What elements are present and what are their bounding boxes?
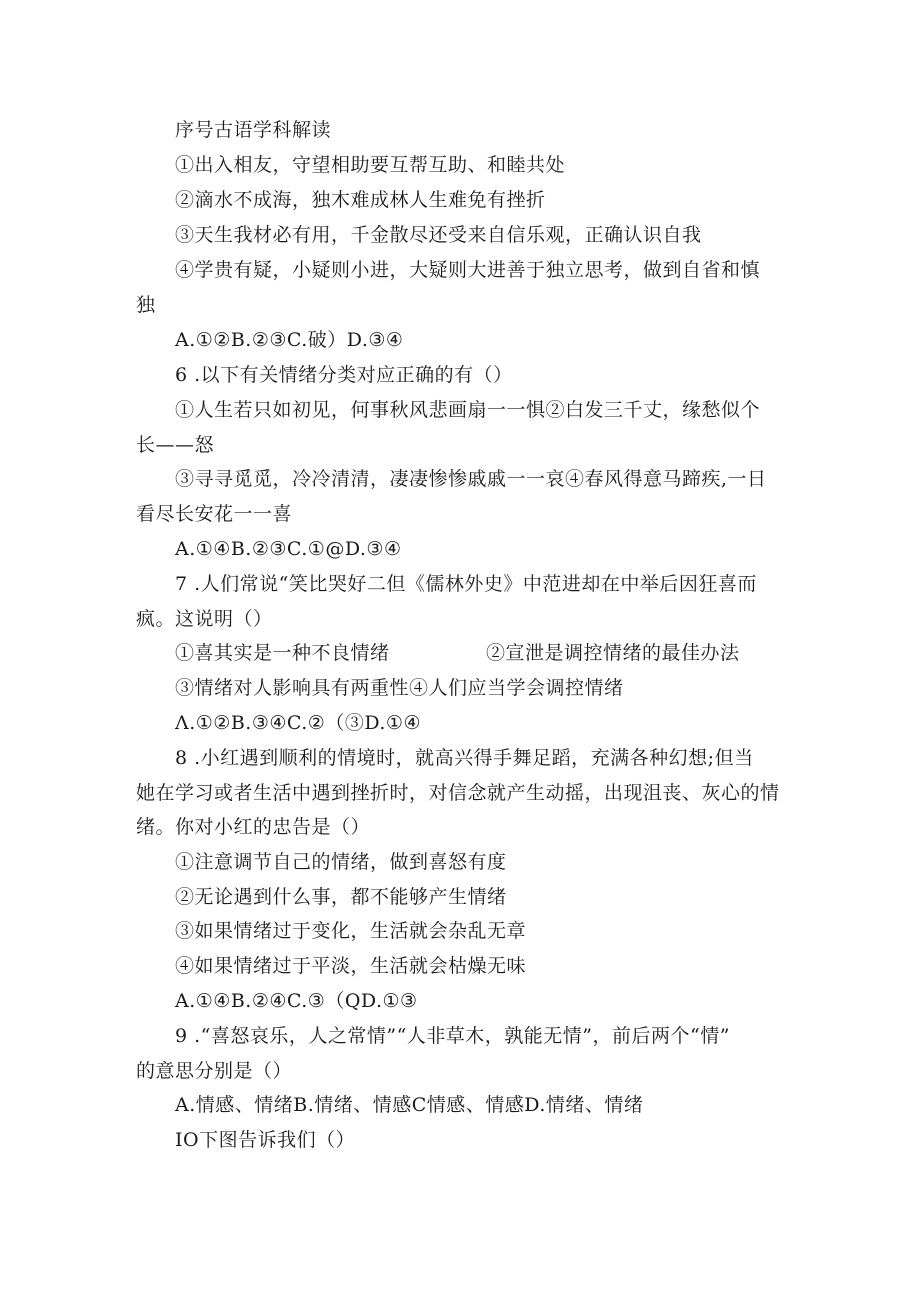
- q5-row-4: ④学贵有疑，小疑则小进，大疑则大进善于独立思考，做到自省和慎: [175, 259, 761, 281]
- q6-line-1-cont: 长——怒: [136, 434, 215, 456]
- q7-opt-1: ①喜其实是一种不良情绪: [175, 642, 390, 664]
- q6-line-2-cont: 看尽长安花一一喜: [136, 503, 293, 525]
- table-header: 序号古语学科解读: [175, 119, 332, 141]
- q5-options: A.①②B.②③C.破）D.③④: [175, 329, 404, 351]
- q8-options: A.①④B.②④C.③（QD.①③: [175, 990, 418, 1012]
- q8-row-1: ①注意调节自己的情绪，做到喜怒有度: [175, 851, 507, 873]
- q8-row-4: ④如果情绪过于平淡，生活就会枯燥无味: [175, 955, 527, 977]
- q9-options: A.情感、情绪B.情绪、情感C情感、情感D.情绪、情绪: [175, 1094, 644, 1116]
- q8-stem-cont-1: 她在学习或者生活中遇到挫折时，对信念就产生动摇，出现沮丧、灰心的情: [136, 782, 780, 804]
- q5-row-3: ③天生我材必有用，千金散尽还受来自信乐观，正确认识自我: [175, 224, 702, 246]
- q10-stem: IO下图告诉我们（）: [175, 1129, 356, 1151]
- q8-row-3: ③如果情绪过于变化，生活就会杂乱无章: [175, 920, 527, 942]
- q7-stem: 7 .人们常说“笑比哭好二但《儒林外史》中范进却在中举后因狂喜而: [175, 573, 757, 595]
- q6-stem: 6 .以下有关情绪分类对应正确的有（）: [175, 364, 513, 386]
- q9-stem-cont: 的意思分别是（）: [136, 1060, 293, 1082]
- q6-line-1: ①人生若只如初见，何事秋风悲画扇一一惧②白发三千丈，缘愁似个: [175, 399, 761, 421]
- q8-stem: 8 .小红遇到顺利的情境时，就高兴得手舞足蹈，充满各种幻想;但当: [175, 747, 754, 769]
- q6-options: A.①④B.②③C.①@D.③④: [175, 538, 402, 560]
- q8-stem-cont-2: 绪。你对小红的忠告是（）: [136, 816, 371, 838]
- q6-line-2: ③寻寻觅觅，冷冷清清，凄凄惨惨戚戚一一哀④春风得意马蹄疾,一日: [175, 468, 767, 490]
- q7-stem-cont: 疯。这说明（）: [136, 608, 273, 630]
- q5-row-2: ②滴水不成海，独木难成林人生难免有挫折: [175, 189, 546, 211]
- q5-row-1: ①出入相友，守望相助要互帮互助、和睦共处: [175, 154, 566, 176]
- q5-row-4-cont: 独: [136, 294, 156, 316]
- q7-options: Λ.①②B.③④C.②（③D.①④: [175, 712, 421, 734]
- q7-opt-3: ③情绪对人影响具有两重性④人们应当学会调控情绪: [175, 677, 624, 699]
- q9-stem: 9 .“喜怒哀乐，人之常情”“人非草木，孰能无情”，前后两个“情”: [175, 1025, 730, 1047]
- q7-opt-2: ②宣泄是调控情绪的最佳办法: [486, 642, 740, 664]
- q8-row-2: ②无论遇到什么事，都不能够产生情绪: [175, 886, 507, 908]
